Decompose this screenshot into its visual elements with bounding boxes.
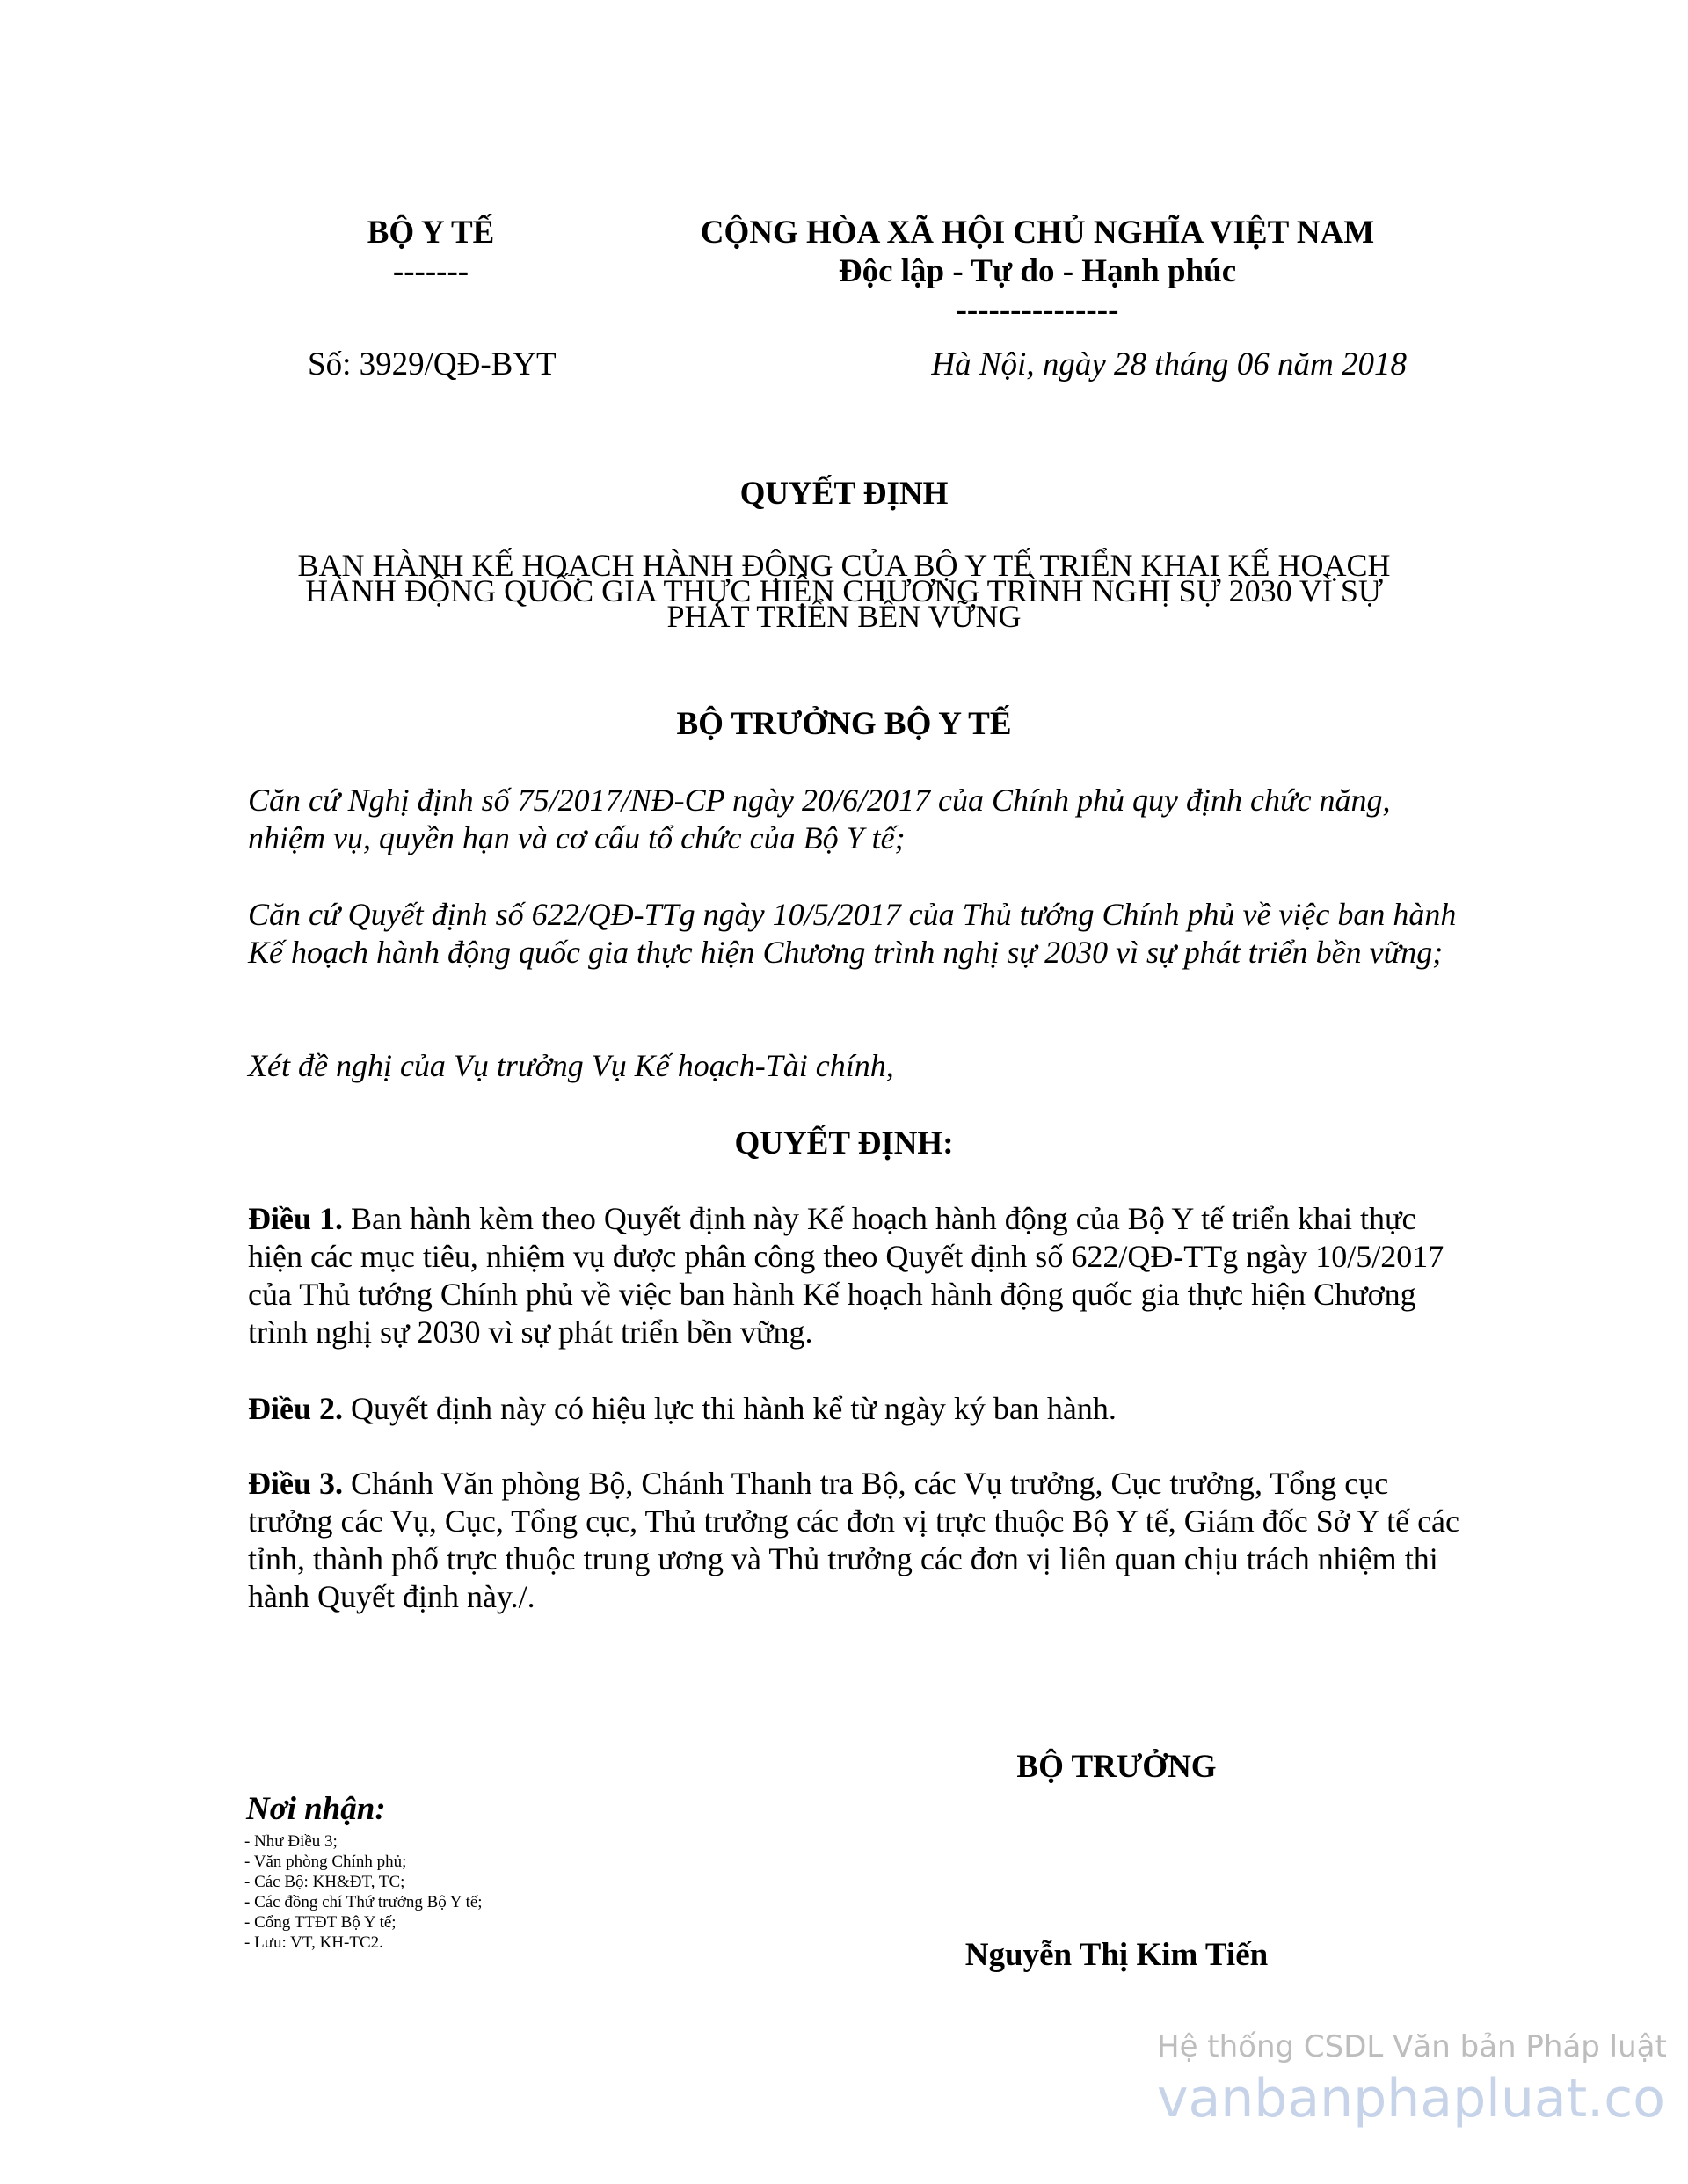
recipient-item: - Các Bộ: KH&ĐT, TC; (244, 1873, 405, 1891)
article-text: Quyết định này có hiệu lực thi hành kể từ ngày ký ban hành. (343, 1391, 1117, 1426)
agency-name: BỘ Y TẾ (367, 215, 495, 251)
issuing-authority: BỘ TRƯỞNG BỘ Y TẾ (676, 706, 1012, 742)
watermark-caption: Hệ thống CSDL Văn bản Pháp luật (1157, 2029, 1667, 2064)
article-text: Chánh Văn phòng Bộ, Chánh Thanh tra Bộ, các Vụ trưởng, Cục trưởng, Tổng cục trưởng các Vụ, Cục, Tổng cục, Thủ trưởng các đơn vị trực thuộc Bộ Y tế, Giám đốc Sở Y tế các tỉnh, thành phố trực thuộc trung ương và Thủ trưởng các đơn vị liên quan chịu trách nhiệm thi hành Quyết định này./. (248, 1466, 1460, 1614)
place-date: Hà Nội, ngày 28 tháng 06 năm 2018 (931, 346, 1407, 382)
subject-line: BAN HÀNH KẾ HOẠCH HÀNH ĐỘNG CỦA BỘ Y TẾ TRIỂN KHAI KẾ HOẠCH (297, 548, 1391, 583)
article-label: Điều 2. (248, 1391, 343, 1426)
article-text: Ban hành kèm theo Quyết định này Kế hoạch hành động của Bộ Y tế triển khai thực hiện các mục tiêu, nhiệm vụ được phân công theo Quyết định số 622/QĐ-TTg ngày 10/5/2017 của Thủ tướng Chính phủ về việc ban hành Kế hoạch hành động quốc gia thực hiện Chương trình nghị sự 2030 vì sự phát triển bền vững. (248, 1201, 1444, 1350)
signer-position: BỘ TRƯỞNG (1016, 1749, 1217, 1785)
recipient-item: - Các đồng chí Thứ trưởng Bộ Y tế; (244, 1893, 483, 1911)
recipient-item: - Lưu: VT, KH-TC2. (244, 1933, 383, 1952)
article-label: Điều 3. (248, 1466, 343, 1501)
recipients-title: Nơi nhận: (246, 1791, 386, 1827)
article-label: Điều 1. (248, 1201, 343, 1236)
agency-rule: ------- (392, 253, 469, 289)
signer-name: Nguyễn Thị Kim Tiến (964, 1937, 1269, 1973)
recipient-item: - Văn phòng Chính phủ; (244, 1853, 407, 1871)
recipients-list (244, 1831, 684, 1953)
document-number: Số: 3929/QĐ-BYT (308, 346, 557, 382)
article-2 (248, 1390, 1466, 1428)
motto-rule: --------------- (956, 292, 1119, 328)
country-name: CỘNG HÒA XÃ HỘI CHỦ NGHĨA VIỆT NAM (700, 215, 1375, 251)
article-1 (248, 1200, 1466, 1351)
recipient-item: - Cổng TTĐT Bộ Y tế; (244, 1913, 397, 1932)
recipient-item: - Như Điều 3; (244, 1832, 338, 1851)
preamble-basis-2: Căn cứ Quyết định số 622/QĐ-TTg ngày 10/5/2017 của Thủ tướng Chính phủ về việc ban hành Kế hoạch hành động quốc gia thực hiện Chương trình nghị sự 2030 vì sự phát triển bền vững; (248, 897, 1457, 970)
national-motto: Độc lập - Tự do - Hạnh phúc (838, 253, 1237, 289)
decision-heading: QUYẾT ĐỊNH: (734, 1125, 954, 1161)
subject-line: PHÁT TRIỂN BỀN VỮNG (666, 599, 1022, 634)
document-type: QUYẾT ĐỊNH (739, 476, 949, 512)
document-subject (211, 548, 1477, 634)
preamble-basis-1: Căn cứ Nghị định số 75/2017/NĐ-CP ngày 20/6/2017 của Chính phủ quy định chức năng, nhiệm vụ, quyền hạn và cơ cấu tổ chức của Bộ Y tế; (248, 783, 1391, 855)
article-3 (248, 1465, 1466, 1616)
watermark-site: vanbanphapluat.co (1157, 2068, 1665, 2129)
preamble-proposal: Xét đề nghị của Vụ trưởng Vụ Kế hoạch-Tài chính, (248, 1048, 894, 1083)
subject-line: HÀNH ĐỘNG QUỐC GIA THỰC HIỆN CHƯƠNG TRÌNH NGHỊ SỰ 2030 VÌ SỰ (305, 573, 1383, 608)
